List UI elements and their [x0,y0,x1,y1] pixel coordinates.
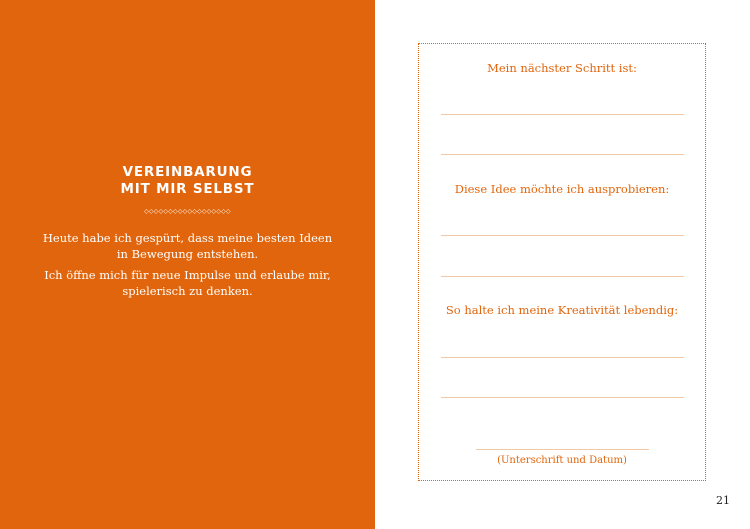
prompt-next-step: Mein nächster Schritt ist: [487,61,637,75]
intro-paragraph-1: Heute habe ich gespürt, dass meine besten Ideen in Bewegung entstehen. [42,231,333,261]
agreement-title [0,164,375,198]
write-line-4[interactable] [441,276,684,277]
write-line-2[interactable] [441,154,684,155]
intro-paragraph-2: Ich öffne mich für neue Impulse und erlaube mir, spielerisch zu denken. [44,268,331,298]
signature-line[interactable] [476,449,649,450]
dotted-frame [418,43,706,481]
write-line-1[interactable] [441,114,684,115]
intro-text [40,231,335,305]
prompt-keep-creativity: So halte ich meine Kreativität lebendig: [445,303,679,317]
write-line-5[interactable] [441,357,684,358]
write-line-6[interactable] [441,397,684,398]
title-line-2: MIT MIR SELBST [120,181,255,197]
title-line-1: VEREINBARUNG [122,164,253,180]
signature-caption: (Unterschrift und Datum) [497,455,627,466]
write-line-3[interactable] [441,235,684,236]
diamond-ornament: ◇◇◇◇◇◇◇◇◇◇◇◇◇◇◇◇◇◇ [144,208,231,215]
prompt-try-idea: Diese Idee möchte ich ausprobieren: [454,182,670,196]
page-number: 21 [716,494,730,507]
